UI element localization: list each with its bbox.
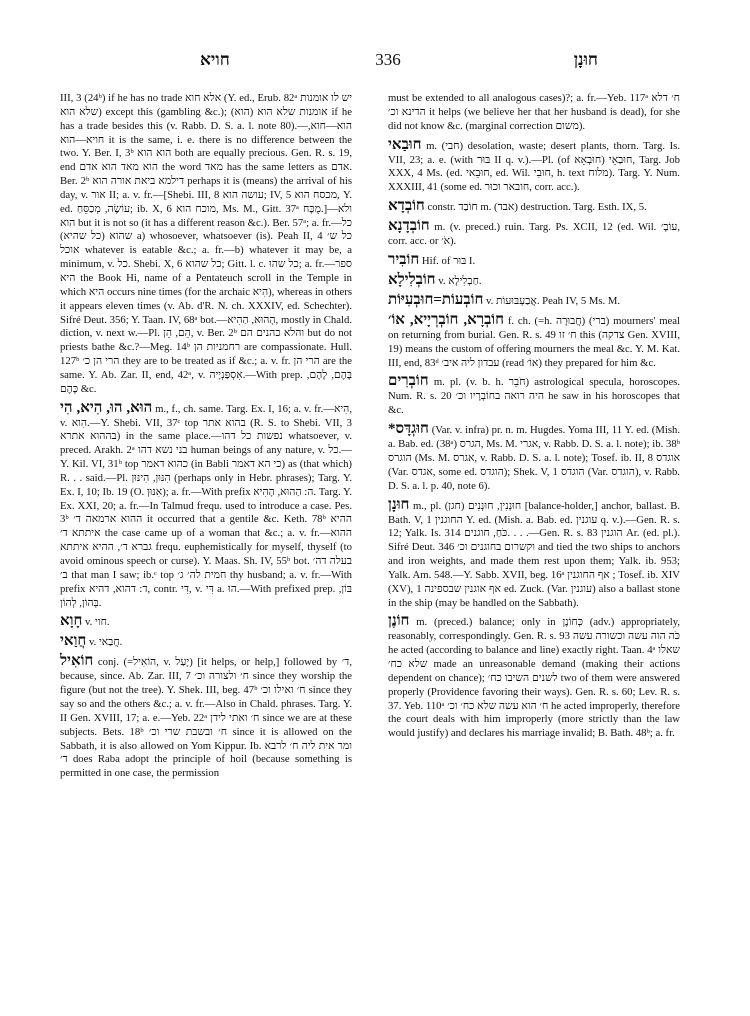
entry-headword: חוֹבְרִים — [388, 373, 429, 390]
dictionary-entry — [388, 311, 680, 371]
entry-headword: חוֹאִיל — [60, 653, 94, 670]
dictionary-entry — [60, 652, 352, 781]
entry-text: conj. (=הוֹאִיל, v. יָעַל) [it helps, or help,] followed by ד׳, because, since. Ab. Zar. III, 7 ח׳ ולצורה וכ׳ since they worship the figure (but not the tree). Y. Shek. III, beg. 47ᵇ ח׳ ואילו וכ׳ since they say so and the others &c.; a. v. fr.—Also in Chald. phrases. Targ. Y. II Gen. XVIII, 17; a. e.—Yeb. 22ᵃ ח׳ ואתי לידן since we are at these subjects. Bets. 18ᵇ ח׳ ובשבת שרי וכ׳ since it is allowed on the Sabbath, it is also allowed on Yom Kippur. Ib. ומר אית ליה ח׳ לרבא ד׳ does Raba adopt the principle of hoil (because something is permitted in one case, the permission — [60, 656, 352, 780]
entry-headword: חוֹבְרָא, חוֹבְרְיָיא, אוֹ׳ — [388, 311, 505, 328]
running-head — [88, 50, 688, 74]
entry-headword: חוֹנֶן — [388, 613, 410, 630]
entry-text: m., pl. חוּנְנִין, חוּנְנִים (חגן) [balance-holder,] anchor, ballast. B. Bath. V, 1 החוגנין Y. ed. (Mish. a. Bab. ed. עוגנין q. v.).—Gen. R. s. 12; Yalk. Is. 314 כֹּחַ, חוגנים. . . .—Gen. R. s. 83 הוגנין Ar. (ed. pl.). Sifré Deut. 346 וקשרום בחוגנים וכ׳ and tied the two ships to anchors and iron weights, and made them rest upon them; Yalk. ib. 953; Yalk. Am. 548.—Y. Sabb. XVII, beg. 16ᵃ אף החוגנין ; Tosef. ib. XIV (XV), 1 אף אוגנין שבספינה ed. Zuck. (Var. עוגנין) also a ballast stone in the ship (may be handled on the Sabbath). — [388, 499, 680, 609]
entry-headword: חוֹבְדָא — [388, 198, 425, 215]
entry-text: Hif. of בּוּר I. — [421, 254, 476, 267]
entry-headword: חָוָא — [60, 613, 83, 630]
entry-text: v. חֲבַאי. — [88, 636, 123, 649]
dictionary-entry — [388, 251, 680, 269]
entry-text: m. (preced.) balance; only in כְּחוֹנֶן (adv.) appropriately, reasonably, correspondingly. Gen. R. s. 93 כֹּה הוה עשה וכשורה עשה he acted (according to balance and line) exactly right. Taan. 4ᵃ שאלו שלא כח׳ made an unreasonable demand (making their actions dependent on chance); לשנים השיבו כח׳ two of them were answered properly (Providence favoring their ways). Gen. R. s. 60; Lev. R. s. 37. Yeb. 110ᵃ ח׳ הוא עשה שלא כח׳ וכ׳ he acted improperly, therefore the court deals with him improperly (more strictly than the law would justify) and declares his marriage invalid; B. Bath. 48ᵇ; a. fr. — [388, 616, 680, 740]
page-number: 336 — [375, 50, 401, 69]
entry-headword: הוּא, הוּ, הִיא, הִי — [60, 399, 153, 416]
dictionary-entry — [60, 632, 352, 650]
running-head-left: חויא — [200, 50, 230, 69]
dictionary-entry — [388, 612, 680, 741]
entry-headword: חוּבַאי — [388, 136, 422, 153]
entry-text: m., f., ch. same. Targ. Ex. I, 16; a. v. fr.—הִיא, v. הִוא.—Y. Shebi. VII, 37ᶜ top בהוא אתר (R. S. to Shebi. VII, 3 בההוא אתרא) in the same place.—נפשות כל דהו whatsoever, v. preced. Arakh. 2ᵃ בני נשא דהו human beings of any nature, v. כל.—Y. Kil. VI, 31ᵇ top כהוא דאמר (in Babli כי הא דאמר) as (that which) R. . . said.—Pl. הִנּוּן, הִינּוּן (perhaps only in Hebr. phrases); Targ. Y. Ex. I, 10; Ib. 19 (O. אִנּוּן); a. fr.—With prefix ה: הַהוּא, הָהִיא. Targ. Y. Ex. XXI, 20; a. fr.—In Talmud frequ. used to introduce a case. Pes. 3ᵇ ההוא ארמאה ד׳ it occurred that a gentile &c. Keth. 78ᵇ ההיא איתתא ד׳ the case came up of a woman that &c.; a. v. fr.—ההוא גברא ד׳, ההיא איתתא frequ. euphemistically for myself, thyself (to avoid ominous speech or curse). Y. Maas. Sh. IV, 55ᵇ bot. בעלה דה׳ ב׳ that man I saw; ib.ᶜ top חמית לה׳ ג׳ thy husband; a. v. fr.—With prefix ד: דהוא, דהיא, contr. דִּי, v. דִּי a. הוּ.—With prefixed prep. בּוֹן, בְּהוֹן, לְהוֹן. — [60, 402, 352, 609]
left-column — [60, 92, 352, 996]
entry-text: m. (v. preced.) ruin. Targ. Ps. XCII, 12 (ed. Wil. עוֹבָ׳, corr. acc. or אֹ׳). — [388, 221, 680, 248]
dictionary-entry — [388, 197, 680, 215]
dictionary-entry — [388, 291, 680, 309]
dictionary-entry — [388, 271, 680, 289]
entry-continuation — [60, 92, 352, 397]
dictionary-entry — [388, 136, 680, 196]
entry-text: v. חוי. — [85, 616, 110, 629]
entry-headword: *חוּגְדָּס — [388, 421, 429, 438]
entry-text: constr. חוֹבַד m. (אבד) destruction. Targ. Esth. IX, 5. — [427, 201, 647, 214]
entry-text: must be extended to all analogous cases)?; a. fr.—Yeb. 117ᵃ ח׳ דלא הדינא וכ׳ it helps (we believe her that her husband is dead), for she did not know &c. (marginal correction משום). — [388, 92, 680, 132]
entry-text: v. חַבְלִילָא. — [438, 274, 482, 287]
entry-text: v. אֲבַעְבּוּעוֹת. Peah IV, 5 Ms. M. — [486, 294, 621, 307]
entry-text: (Var. v. infra) pr. n. m. Hugdes. Yoma III, 11 Y. ed. (Mish. a. Bab. ed. (38ᵃ) הגרס, Ms. M. אגרי, v. Rabb. D. S. a. l. note); ib. 38ᵇ הוגרס (Ms. M. אגרס, v. Rabb. D. S. a. l. note); Tosef. ib. II, 8 אוגדס (Var. אגדס, some ed. הוגדס); Shek. V, 1 הוגדס (Var. הוגדס), v. Rabb. D. S. a. l. p. 40, note 6). — [388, 424, 680, 492]
dictionary-entry — [388, 372, 680, 418]
dictionary-entry — [388, 217, 680, 249]
dictionary-entry — [60, 612, 352, 630]
right-column — [388, 92, 680, 996]
entry-text: f. ch. (=h. חֲבוּרָה) (ברי) mourners' meal on returning from burial. Gen. R. s. 49 ח׳ זו this (צדקה Gen. XVIII, 19) means the custom of offering mourners the meal &c. Y. M. Kat. III, end, 83ᵈ עבדון ליה איב׳ (read אוֹ׳) they prepared for him &c. — [388, 314, 680, 369]
entry-headword: חֲוַאי — [60, 633, 87, 650]
entry-text: m. (חבי) desolation, waste; desert plants, thorn. Targ. Is. VII, 23; a. e. (with בּוּר II q. v.).—Pl. (of חוּבְאָא) חוּבַאֵי, Targ. Job XXX, 4 Ms. (ed. חוּבֵאי, ed. Wil. חוּבִי, h. text מלוח). Targ. Y. Num. XXXIII, 41 (some ed. חובאר וכוּר, corr. acc.). — [388, 139, 680, 194]
entry-text: III, 3 (24ᵇ) if he has no trade אלא חוא (Y. ed., Erub. 82ᵃ יש לו אומנות שלא הוא) except this (gambling &c.); אומנות שלא הוא (הוא) if he has a trade besides this (v. Rabb. D. S. a. l. note 80).—הוא—חוא, חויא—הוא it is the same, i. e. there is no difference between the two. Y. Ber. I, 3ᵇ הוא הוא both are equally precious. Gen. R. s. 19, end הוא מאד הוא אדם the word מאד has the same letters as אדם. Ber. 2ᵇ דילמא ביאת אורה הוא perhaps it is (means) the arrival of his day, v. אור II; a. v. fr.—[Shebi. III, 8 עושה הוא; IV, 5 מכסח הוא, Y. ed. עוֹשֶׂה, מְכַסֵּחַ; ib. X, 6 מוכח הוא, Ms. M., Gitt. 37ᵃ מֻכָּח.]—ולא הוא but it is not so (it has a different reason &c.). Ber. 57ᵃ; a. fr.—כל שהוא (כל שהיא) a) whosoever, whatsoever (is). Peah II, 4 כל ש׳ אוכל whatever is eatable &c.; a. fr.—b) whatever it may be, a minimum, v. כל. Shebi. X, 6 כל שהוא; Gitt. l. c. כל שהוּ; a. fr.—ספר היא the Book Hi, name of a Pentateuch scroll in the Temple in which היא occurs nine times (for the archaic הִיא), whereas in others it appears eleven times (v. Ab. d'R. N. ch. XXXIV, ed. Schechter). Sifré Deut. 356; Y. Taan. IV, 68ᵃ bot.—הָהוּא, הַהִיא, mostly in Chald. diction, v. next w.—Pl. הֵם, הֵן, v. Ber. 2ᵇ והלא כהנים הם but do not priests bathe &c.?—Meg. 14ᵇ רחמניות הן are compassionate. Hull. 127ᵇ הרי הן כ׳ they are to be treated as if &c.; a. v. fr. הרי הן are the same. Y. Ab. Zar. II, end, 42ᵃ, v. אִסְפַּנְיָיה.—With prep. בָּהֶם, לָהֶם, כָּהֶם &c. — [60, 92, 352, 395]
entry-headword: חוֹבְלִילָא — [388, 271, 436, 288]
running-head-right: חוּנָן — [573, 50, 598, 69]
entry-headword: חוֹבִיר — [388, 251, 420, 268]
entry-continuation — [388, 92, 680, 134]
entry-text: m. pl. (v. b. h. חֹבֵר) astrological specula, horoscopes. Num. R. s. 20 היה רואה בחוֹבְרָיו וכ׳ he saw in his horoscopes that &c. — [388, 376, 680, 417]
dictionary-entry — [388, 496, 680, 611]
dictionary-entry — [388, 420, 680, 493]
dictionary-entry — [60, 399, 352, 611]
entry-headword: חוֹבְדָנָא — [388, 218, 430, 235]
entry-headword: חוּנָן — [388, 496, 410, 513]
entry-headword: חוֹבְעוֹת=חוּבְעִיּוֹת — [388, 291, 484, 308]
